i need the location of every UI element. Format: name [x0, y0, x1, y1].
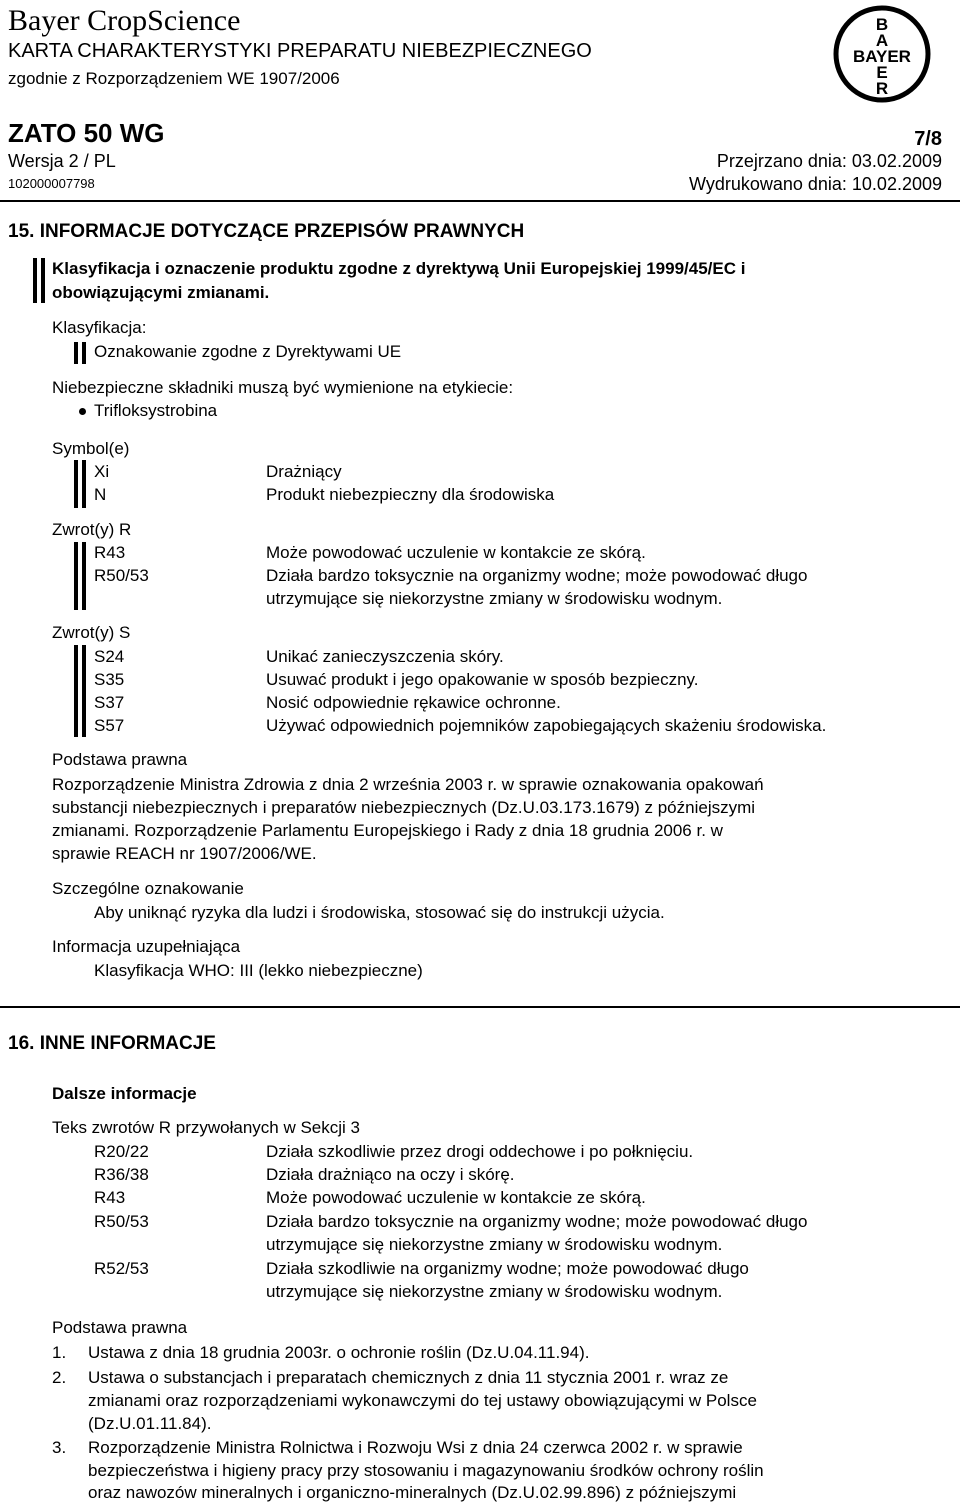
r-text: Działa szkodliwie przez drogi oddechowe i po połknięciu. [266, 1142, 694, 1161]
s-phrase-code: S37 [94, 693, 125, 712]
r-phrase-text: Może powodować uczulenie w kontakcie ze skórą. [266, 543, 646, 562]
svg-text:BAYER: BAYER [853, 47, 911, 66]
legal-item-text: (Dz.U.01.11.84). [88, 1414, 212, 1433]
s-phrase-text: Używać odpowiednich pojemników zapobiegających skażeniu środowiska. [266, 716, 827, 735]
svg-text:A: A [875, 31, 889, 50]
change-bar [74, 460, 78, 508]
s-phrase-text: Usuwać produkt i jego opakowanie w sposób bezpieczny. [266, 670, 699, 689]
legal-item-text: bezpieczeństwa i higieny pracy przy stosowaniu i magazynowaniu środków ochrony roślin [88, 1461, 764, 1480]
legal-basis-text: zmianami. Rozporządzenie Parlamentu Europejskiego i Rady z dnia 18 grudnia 2006 r. w [52, 821, 723, 840]
symbols-label: Symbol(e) [52, 439, 130, 458]
s-phrase-code: S24 [94, 647, 125, 666]
legal-basis-text: Rozporządzenie Ministra Zdrowia z dnia 2 września 2003 r. w sprawie oznakowania opakowań [52, 775, 764, 794]
hazardous-label: Niebezpieczne składniki muszą być wymienione na etykiecie: [52, 378, 514, 397]
supplementary-info-text: Klasyfikacja WHO: III (lekko niebezpieczne) [94, 961, 423, 980]
s-phrase-code: S57 [94, 716, 125, 735]
section-16-title: 16. INNE INFORMACJE [8, 1033, 216, 1054]
s-phrase-text: Unikać zanieczyszczenia skóry. [266, 647, 504, 666]
r-text-code: R52/53 [94, 1259, 149, 1278]
klasyfikacja-value: Oznakowanie zgodne z Dyrektywami UE [94, 342, 402, 361]
legal-basis-text: sprawie REACH nr 1907/2006/WE. [52, 844, 317, 863]
svg-text:R: R [875, 79, 889, 98]
legal-item-text: Ustawa z dnia 18 grudnia 2003r. o ochronie roślin (Dz.U.04.11.94). [88, 1343, 590, 1362]
symbol-code: N [94, 485, 107, 504]
change-bar [82, 645, 86, 737]
r-phrase-text: Działa bardzo toksycznie na organizmy wodne; może powodować długo [266, 566, 808, 585]
document-title: KARTA CHARAKTERYSTYKI PREPARATU NIEBEZPIECZNEGO [8, 40, 592, 62]
s-phrase-text: Nosić odpowiednie rękawice ochronne. [266, 693, 561, 712]
header-divider [0, 200, 960, 202]
change-bar [74, 342, 78, 364]
r-text: Działa bardzo toksycznie na organizmy wodne; może powodować długo [266, 1212, 808, 1231]
r-texts-label: Teks zwrotów R przywołanych w Sekcji 3 [52, 1118, 360, 1137]
s-phrase-code: S35 [94, 670, 125, 689]
further-info-label: Dalsze informacje [52, 1084, 197, 1103]
r-phrase-code: R50/53 [94, 566, 149, 585]
change-bar [33, 258, 37, 303]
section-15-title: 15. INFORMACJE DOTYCZĄCE PRZEPISÓW PRAWNYCH [8, 221, 525, 242]
r-text: Działa szkodliwie na organizmy wodne; może powodować długo [266, 1259, 749, 1278]
r-phrase-code: R43 [94, 543, 126, 562]
document-code: 102000007798 [8, 176, 95, 191]
page-number: 7/8 [914, 128, 942, 150]
s-phrases-label: Zwrot(y) S [52, 623, 131, 642]
svg-text:B: B [875, 15, 889, 34]
r-text: utrzymujące się niekorzystne zmiany w środowisku wodnym. [266, 1235, 723, 1254]
legal-item-number: 2. [52, 1368, 67, 1387]
company-name: Bayer CropScience [8, 4, 241, 37]
special-labelling-text: Aby uniknąć ryzyka dla ludzi i środowiska, stosować się do instrukcji użycia. [94, 903, 665, 922]
r-text: Działa drażniąco na oczy i skórę. [266, 1165, 515, 1184]
change-bar [74, 542, 78, 610]
legal-basis-text: substancji niebezpiecznych i preparatów niebezpiecznych (Dz.U.03.173.1679) z późniejszymi [52, 798, 756, 817]
printed-date: Wydrukowano dnia: 10.02.2009 [688, 174, 942, 194]
change-bar [41, 258, 45, 303]
legal-basis-label: Podstawa prawna [52, 750, 188, 769]
change-bar [82, 460, 86, 508]
legal-item-text: Ustawa o substancjach i preparatach chemicznych z dnia 11 stycznia 2001 r. wraz ze [88, 1368, 729, 1387]
change-bar [82, 342, 86, 364]
product-name: ZATO 50 WG [8, 118, 165, 148]
legal-item-text: oraz nawozów mineralnych i organiczno-mineralnych (Dz.U.02.99.896) z późniejszymi [88, 1483, 737, 1502]
r-text-code: R50/53 [94, 1212, 149, 1231]
symbol-code: Xi [94, 462, 110, 481]
revised-date: Przejrzano dnia: 03.02.2009 [716, 151, 942, 171]
legal-basis-label: Podstawa prawna [52, 1318, 188, 1337]
section-divider [0, 1006, 960, 1008]
section-15-intro: obowiązującymi zmianami. [52, 283, 270, 302]
r-phrases-label: Zwrot(y) R [52, 520, 132, 539]
change-bar [74, 645, 78, 737]
r-text: Może powodować uczulenie w kontakcie ze skórą. [266, 1188, 646, 1207]
special-labelling-label: Szczególne oznakowanie [52, 879, 244, 898]
r-text-code: R36/38 [94, 1165, 149, 1184]
r-text-code: R20/22 [94, 1142, 149, 1161]
legal-item-number: 3. [52, 1438, 67, 1457]
r-text: utrzymujące się niekorzystne zmiany w środowisku wodnym. [266, 1282, 723, 1301]
r-text-code: R43 [94, 1188, 126, 1207]
supplementary-info-label: Informacja uzupełniająca [52, 937, 241, 956]
legal-item-number: 1. [52, 1343, 67, 1362]
bayer-cross-logo [832, 4, 932, 104]
r-phrase-text: utrzymujące się niekorzystne zmiany w środowisku wodnym. [266, 589, 723, 608]
symbol-text: Produkt niebezpieczny dla środowiska [266, 485, 555, 504]
version: Wersja 2 / PL [8, 151, 116, 171]
section-15-intro: Klasyfikacja i oznaczenie produktu zgodne z dyrektywą Unii Europejskiej 1999/45/EC i [52, 259, 746, 278]
symbol-text: Drażniący [266, 462, 342, 481]
change-bar [82, 542, 86, 610]
svg-text:E: E [876, 63, 888, 82]
bullet-icon [79, 408, 86, 415]
klasyfikacja-label: Klasyfikacja: [52, 318, 147, 337]
hazardous-item: Trifloksystrobina [94, 401, 218, 420]
legal-item-text: zmianami oraz rozporządzeniami wykonawczymi do tej ustawy obowiązującymi w Polsce [88, 1391, 757, 1410]
regulation-line: zgodnie z Rozporządzeniem WE 1907/2006 [8, 69, 340, 88]
legal-item-text: Rozporządzenie Ministra Rolnictwa i Rozwoju Wsi z dnia 24 czerwca 2002 r. w sprawie [88, 1438, 743, 1457]
